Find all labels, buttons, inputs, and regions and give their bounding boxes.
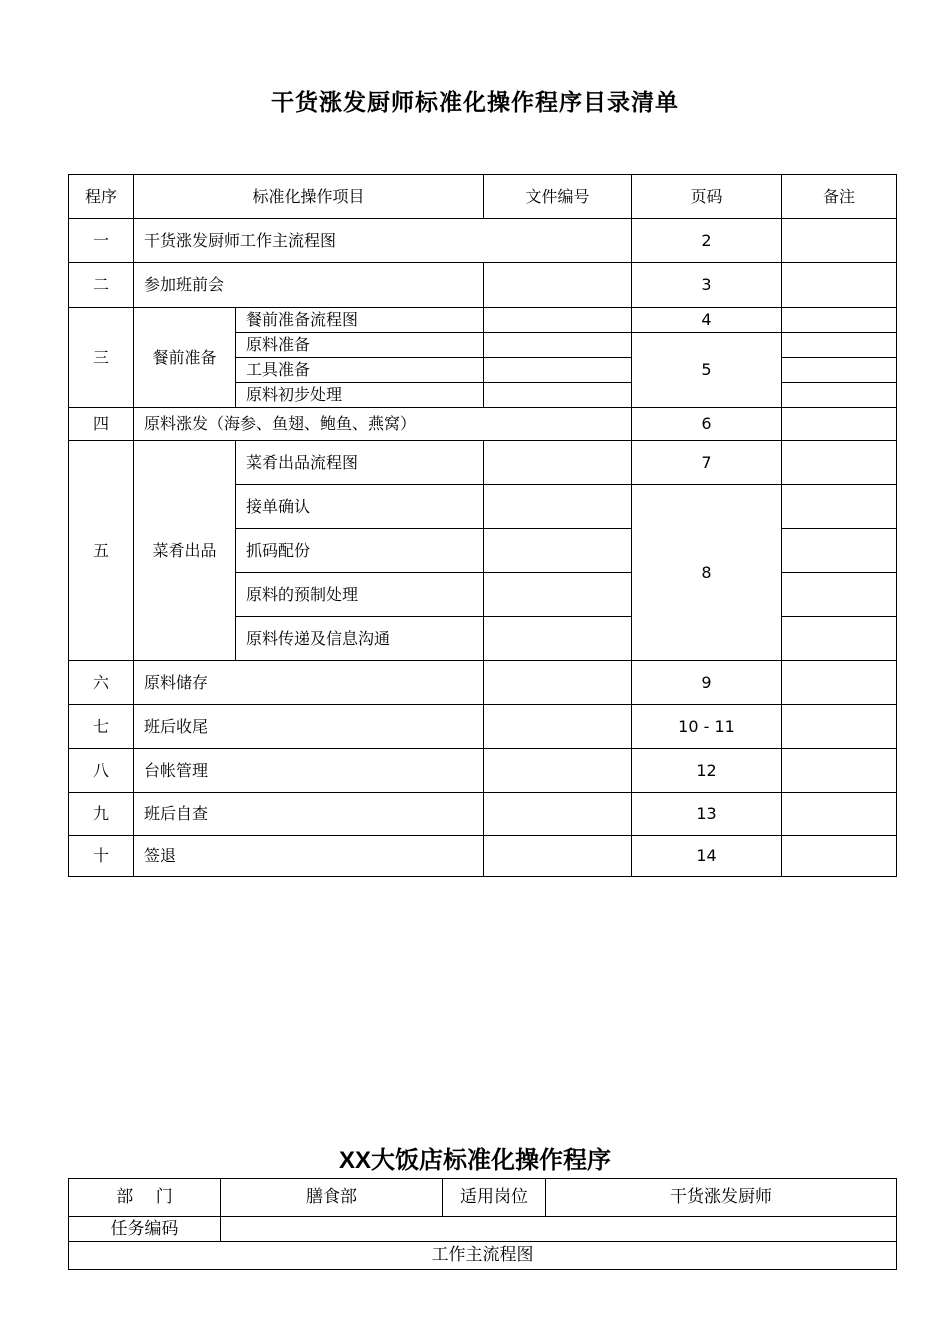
table-row	[69, 308, 897, 333]
section-title: XX大饭店标准化操作程序	[338, 1147, 611, 1174]
row-seq: 九	[69, 793, 134, 836]
toc-table	[68, 174, 897, 877]
flow-chart-label: 工作主流程图	[69, 1242, 897, 1270]
row-file-no	[484, 705, 632, 749]
row-file-no	[484, 333, 632, 358]
row-note	[782, 308, 897, 333]
row-seq: 八	[69, 749, 134, 793]
row-sub-item: 原料的预制处理	[236, 573, 484, 617]
header-seq: 程序	[69, 175, 134, 219]
table-row	[69, 1179, 897, 1217]
row-page: 10 - 11	[632, 705, 782, 749]
row-seq: 二	[69, 263, 134, 308]
row-note	[782, 219, 897, 263]
row-note	[782, 749, 897, 793]
row-item: 原料涨发（海参、鱼翅、鲍鱼、燕窝）	[134, 408, 632, 441]
table-row	[69, 749, 897, 793]
row-sub-item: 菜肴出品流程图	[236, 441, 484, 485]
row-item: 签退	[134, 836, 484, 877]
row-file-no	[484, 358, 632, 383]
row-note	[782, 573, 897, 617]
header-item: 标准化操作项目	[134, 175, 484, 219]
table-row	[69, 263, 897, 308]
row-file-no	[484, 617, 632, 661]
table-row	[69, 836, 897, 877]
header-page: 页码	[632, 175, 782, 219]
row-note	[782, 408, 897, 441]
row-file-no	[484, 529, 632, 573]
row-note	[782, 836, 897, 877]
row-sub-item: 工具准备	[236, 358, 484, 383]
row-seq: 五	[69, 441, 134, 661]
row-file-no	[484, 573, 632, 617]
row-item: 班后收尾	[134, 705, 484, 749]
row-group: 餐前准备	[134, 308, 236, 408]
row-note	[782, 529, 897, 573]
row-page: 7	[632, 441, 782, 485]
row-page: 12	[632, 749, 782, 793]
row-seq: 一	[69, 219, 134, 263]
table-row	[69, 793, 897, 836]
row-file-no	[484, 263, 632, 308]
dept-label: 部 门	[69, 1179, 221, 1217]
table-row	[69, 441, 897, 485]
row-file-no	[484, 383, 632, 408]
row-seq: 四	[69, 408, 134, 441]
row-note	[782, 617, 897, 661]
table-row	[69, 1242, 897, 1270]
post-value: 干货涨发厨师	[546, 1179, 897, 1217]
row-file-no	[484, 749, 632, 793]
document-title: 干货涨发厨师标准化操作程序目录清单	[271, 89, 679, 116]
row-note	[782, 441, 897, 485]
row-note	[782, 793, 897, 836]
row-sub-item: 抓码配份	[236, 529, 484, 573]
row-seq: 七	[69, 705, 134, 749]
row-note	[782, 333, 897, 358]
row-group: 菜肴出品	[134, 441, 236, 661]
row-file-no	[484, 793, 632, 836]
table-row	[69, 1217, 897, 1242]
row-page: 2	[632, 219, 782, 263]
post-label: 适用岗位	[443, 1179, 546, 1217]
row-seq: 三	[69, 308, 134, 408]
row-sub-item: 餐前准备流程图	[236, 308, 484, 333]
row-item: 干货涨发厨师工作主流程图	[134, 219, 632, 263]
header-note: 备注	[782, 175, 897, 219]
row-note	[782, 383, 897, 408]
table-header-row	[69, 175, 897, 219]
row-note	[782, 485, 897, 529]
row-file-no	[484, 485, 632, 529]
table-row	[69, 408, 897, 441]
row-page: 6	[632, 408, 782, 441]
dept-value: 膳食部	[221, 1179, 443, 1217]
row-seq: 六	[69, 661, 134, 705]
row-page: 5	[632, 333, 782, 408]
row-item: 原料储存	[134, 661, 484, 705]
row-page: 9	[632, 661, 782, 705]
row-file-no	[484, 308, 632, 333]
row-item: 台帐管理	[134, 749, 484, 793]
row-sub-item: 原料传递及信息沟通	[236, 617, 484, 661]
row-page: 4	[632, 308, 782, 333]
row-item: 参加班前会	[134, 263, 484, 308]
row-note	[782, 705, 897, 749]
row-file-no	[484, 836, 632, 877]
row-item: 班后自查	[134, 793, 484, 836]
row-page: 3	[632, 263, 782, 308]
row-page: 8	[632, 485, 782, 661]
row-page: 13	[632, 793, 782, 836]
table-row	[69, 705, 897, 749]
row-sub-item: 原料准备	[236, 333, 484, 358]
row-note	[782, 661, 897, 705]
row-file-no	[484, 661, 632, 705]
row-sub-item: 原料初步处理	[236, 383, 484, 408]
row-page: 14	[632, 836, 782, 877]
header-file-no: 文件编号	[484, 175, 632, 219]
row-note	[782, 263, 897, 308]
task-code-label: 任务编码	[69, 1217, 221, 1242]
task-code-value	[221, 1217, 897, 1242]
row-sub-item: 接单确认	[236, 485, 484, 529]
row-file-no	[484, 441, 632, 485]
row-note	[782, 358, 897, 383]
row-seq: 十	[69, 836, 134, 877]
procedure-info-table	[68, 1178, 897, 1270]
table-row	[69, 661, 897, 705]
table-row	[69, 219, 897, 263]
